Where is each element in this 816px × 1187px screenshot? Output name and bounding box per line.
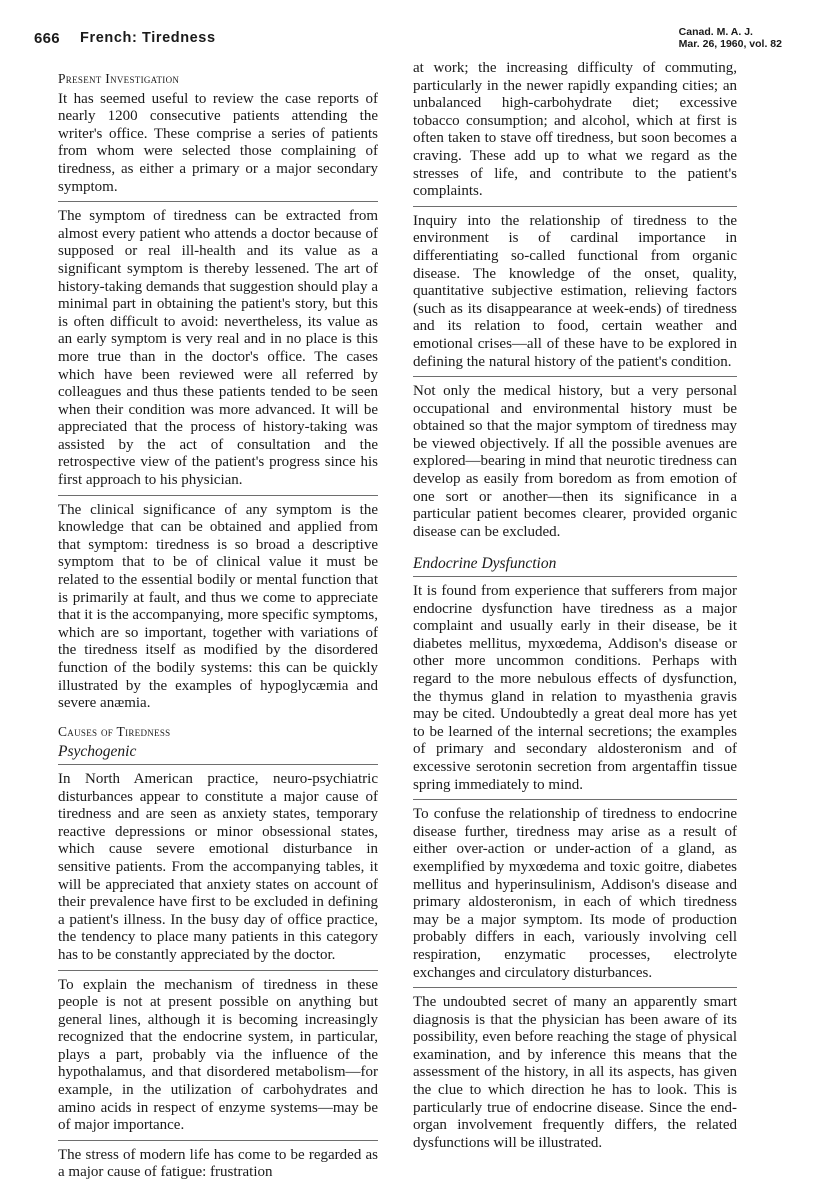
running-title: French: Tiredness <box>80 30 216 46</box>
paragraph: In North American practice, neuro-psychiatric disturbances appear to constitute a major cause of tiredness and are seen as anxiety states, temporary reactive depressions or minor obsessional states, which cause severe emotional disturbance in sensitive patients. From the accompanying tables, it will be appreciated that anxiety states on account of their prevalence have first to be excluded in defining a patient's illness. In the busy day of office practice, the tendency to place many patients in this category has to be constantly appreciated by the doctor. <box>58 770 378 963</box>
paragraph-divider <box>413 206 737 207</box>
paragraph-divider <box>58 201 378 202</box>
paragraph: To explain the mechanism of tiredness in these people is not at present possible on anything but general lines, although it is becoming increasingly recognized that the endocrine system, in particular, plays a part, probably via the influence of the hypothalamus, and that disordered metabolism—for example, in the utilization of carbohydrates and amino acids in respect of enzyme systems—may be of major importance. <box>58 976 378 1134</box>
paragraph-divider <box>413 799 737 800</box>
paragraph-divider <box>413 576 737 577</box>
paragraph-divider <box>413 987 737 988</box>
paragraph-divider <box>58 970 378 971</box>
paragraph: The clinical significance of any symptom is the knowledge that can be obtained and applied from that symptom: tiredness is so broad a descriptive symptom that to be of clinical value it must be related to the essential bodily or mental function that is primarily at fault, and thus we come to appreciate that it is the accompanying, more specific symptoms, which are so important, together with variations of the tiredness itself as modified by the disordered function of the bodily systems: this can be quickly illustrated by the examples of hypoglycæmia and severe anæmia. <box>58 501 378 712</box>
page-header <box>30 24 786 60</box>
journal-citation <box>679 26 782 50</box>
paragraph: It is found from experience that sufferers from major endocrine dysfunction have tiredness as a major complaint and usually early in their disease, be it diabetes mellitus, myxœdema, Addison's disease or other more uncommon conditions. Perhaps with regard to the more nebulous effects of dysfunction, the thymus gland in relation to myasthenia gravis may be cited. Undoubtedly a great deal more has yet to be learned of the internal secretions; the examples of primary and secondary aldosteronism and of excessive serotonin secretion from argentaffin tissue spring immediately to mind. <box>413 583 737 793</box>
page-number: 666 <box>34 30 60 47</box>
paragraph-divider <box>413 376 737 377</box>
paragraph: Inquiry into the relationship of tiredness to the environment is of cardinal importance in differentiating so-called functional from organic disease. The knowledge of the onset, quality, quantitative subjective estimation, relieving factors (such as its disappearance at week-ends) of tiredness and its relation to food, certain weather and emotional crises—all of these have to be explored in defining the natural history of the patient's condition. <box>413 212 737 370</box>
paragraph-divider <box>58 764 378 765</box>
heading-causes-of-tiredness: Causes of Tiredness <box>58 723 171 739</box>
right-column <box>413 60 737 1157</box>
paragraph: The stress of modern life has come to be regarded as a major cause of fatigue: frustration <box>58 1146 378 1181</box>
paragraph: Not only the medical history, but a very personal occupational and environmental history must be obtained so that the major symptom of tiredness may be viewed objectively. If all the possible avenues are explored—bearing in mind that neurotic tiredness can develop as easily from boredom as from emotion of one sort or another—then its significance in a particular patient becomes clearer, provided organic disease can be excluded. <box>413 383 737 540</box>
paragraph: To confuse the relationship of tiredness to endocrine disease further, tiredness may arise as a result of either over-action or under-action of a gland, as exemplified by myxœdema and toxic goitre, diabetes mellitus and hyperinsulinism, Addison's disease and primary aldosteronism, in each of which tiredness may be a major symptom. Its mode of production probably differs in each, variously involving cell respiration, enzymatic processes, electrolyte exchanges and circulatory disturbances. <box>413 806 737 981</box>
paragraph-divider <box>58 495 378 496</box>
left-column <box>58 60 378 1187</box>
paragraph: It has seemed useful to review the case reports of nearly 1200 consecutive patients attending the writer's office. These comprise a series of patients from whom were selected those complaining of tiredness, as either a primary or a major secondary symptom. <box>58 90 378 195</box>
journal-issue: Mar. 26, 1960, vol. 82 <box>678 38 782 50</box>
heading-psychogenic: Psychogenic <box>58 743 137 761</box>
heading-present-investigation: Present Investigation <box>58 71 180 86</box>
heading-endocrine-dysfunction: Endocrine Dysfunction <box>413 555 557 573</box>
paragraph: at work; the increasing difficulty of commuting, particularly in the newer rapidly expanding cities; an unbalanced high-carbohydrate diet; excessive tobacco consumption; and alcohol, which at first is often taken to stave off tiredness, but soon becomes a craving. These add up to what we regard as the stresses of life, and contribute to the patient's complaints. <box>413 60 737 200</box>
paragraph: The symptom of tiredness can be extracted from almost every patient who attends a doctor because of supposed or real ill-health and its value as a significant symptom is thereby lessened. The art of history-taking demands that suggestion should play a minimal part in obtaining the patient's story, but this is often difficult to avoid: nevertheless, its value as an early symptom is very real and in no place is this more true than in the doctor's office. The cases which have been reviewed were all referred by colleagues and thus these patients tended to be seen when their condition was more advanced. It will be appreciated that the process of history-taking was assisted by the act of consultation and the retrospective view of the patient's progress since his first approach to his physician. <box>58 208 378 489</box>
journal-name: Canad. M. A. J. <box>678 26 753 38</box>
paragraph-divider <box>58 1140 378 1141</box>
paragraph: The undoubted secret of many an apparently smart diagnosis is that the physician has been aware of its possibility, even before reaching the stage of physical examination, and by inference this means that the assessment of the history, in all its aspects, has given the clue to which direction he has to look. This is particularly true of endocrine disease. Since the end-organ involvement frequently differs, the related dysfunctions will be illustrated. <box>413 994 737 1151</box>
